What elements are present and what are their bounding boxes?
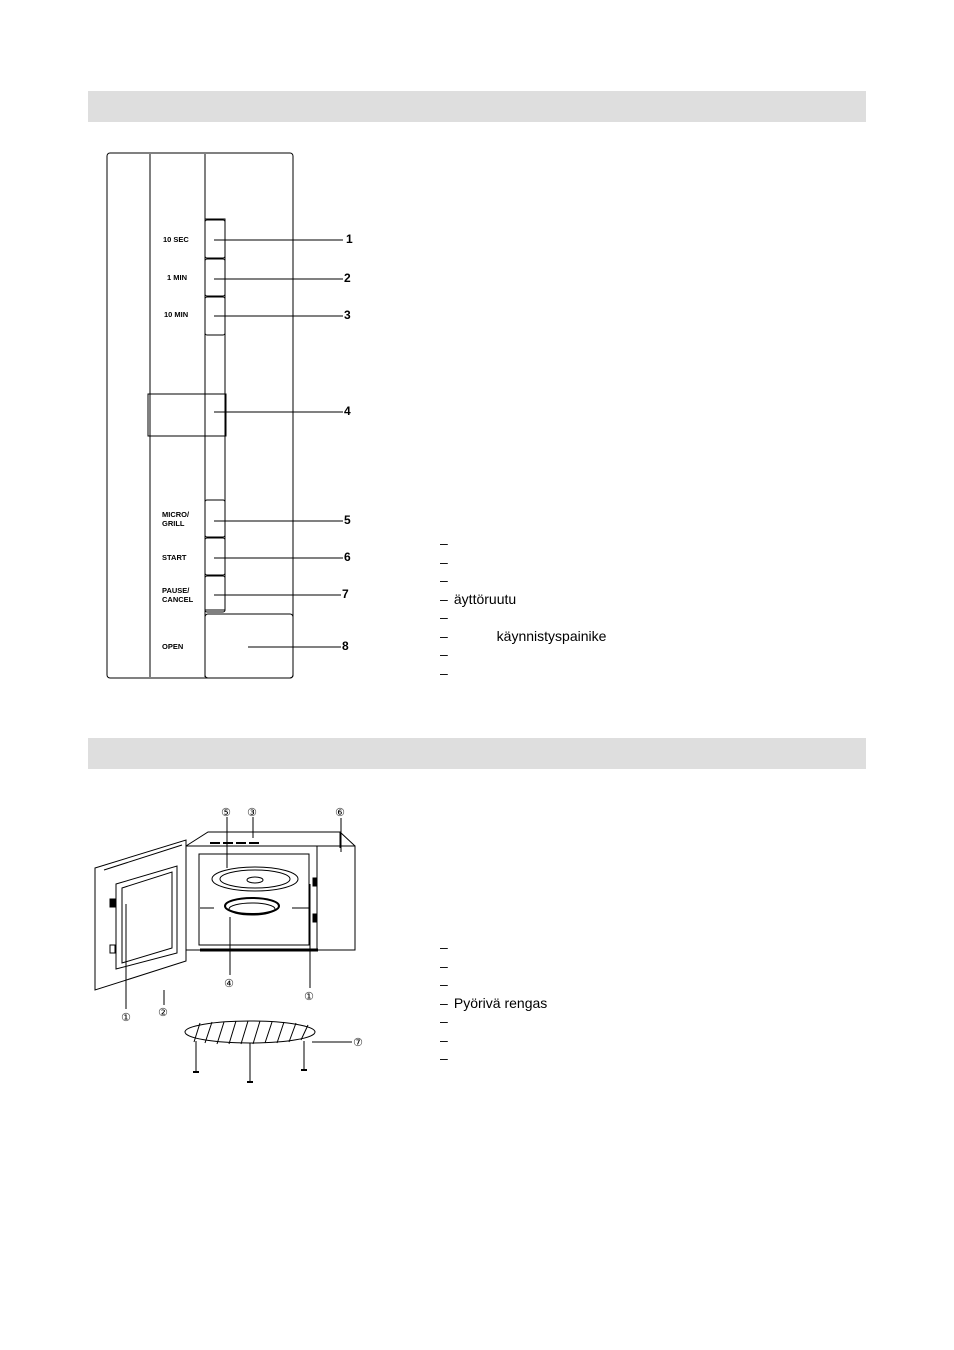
marker-1-right: ① [304, 990, 314, 1003]
control-panel-diagram [107, 153, 343, 678]
legend-item-4: – äyttöruutu [440, 590, 517, 607]
label-open: OPEN [162, 642, 184, 651]
door-latch-bottom [110, 945, 115, 953]
legend-item-6: – käynnistyspainike [440, 627, 607, 644]
marker-3: ③ [247, 806, 257, 819]
glass-plate-outer [212, 867, 298, 891]
label-cancel: CANCEL [162, 595, 194, 604]
callout-5: 5 [344, 513, 351, 527]
marker-7: ⑦ [353, 1036, 363, 1049]
button-open[interactable] [205, 614, 293, 678]
oven-control-side [317, 846, 355, 950]
label-start: START [162, 553, 187, 562]
parts-item-6: – [440, 1031, 448, 1048]
button-1-min[interactable] [205, 259, 225, 296]
panel-callout-numbers [342, 232, 353, 653]
button-10-sec[interactable] [205, 220, 225, 258]
control-panel-legend [440, 534, 606, 682]
latch-receptacle-top [313, 878, 317, 886]
marker-6: ⑥ [335, 806, 345, 819]
button-start[interactable] [205, 538, 225, 575]
marker-4: ④ [224, 977, 234, 990]
oven-top-right-edge [340, 832, 355, 846]
label-grill: GRILL [162, 519, 185, 528]
oven-door-window-inner [122, 872, 172, 963]
legend-item-3: – [440, 572, 448, 588]
legend-item-2: – [440, 553, 448, 570]
callout-3: 3 [344, 308, 351, 322]
callout-7: 7 [342, 587, 349, 601]
button-pause-cancel[interactable] [205, 576, 225, 612]
label-pause: PAUSE/ [162, 586, 190, 595]
button-column [205, 219, 225, 610]
legend-item-8: – [440, 664, 448, 681]
parts-item-1: – [440, 939, 448, 955]
oven-door-window-outer [116, 866, 177, 969]
callout-2: 2 [344, 271, 351, 285]
callout-1: 1 [346, 232, 353, 246]
label-10-min: 10 MIN [164, 310, 189, 319]
oven-cavity [199, 854, 309, 945]
callout-4: 4 [344, 404, 351, 418]
parts-item-5: – [440, 1013, 448, 1029]
marker-2: ② [158, 1006, 168, 1019]
marker-1-left: ① [121, 1011, 131, 1024]
parts-item-3: – [440, 976, 448, 992]
oven-door-top-edge [104, 845, 182, 870]
parts-item-4: – Pyörivä rengas [440, 994, 548, 1011]
marker-5: ⑤ [221, 806, 231, 819]
parts-item-7: – [440, 1050, 448, 1066]
callout-8: 8 [342, 639, 349, 653]
label-micro: MICRO/ [162, 510, 190, 519]
oven-diagram [95, 817, 355, 1082]
glass-plate-inner [220, 870, 290, 888]
label-1-min: 1 MIN [167, 273, 188, 282]
oven-parts-legend [440, 938, 547, 1068]
display-window [148, 394, 226, 436]
panel-button-labels [162, 235, 194, 651]
parts-item-2: – [440, 957, 448, 974]
callout-6: 6 [344, 550, 351, 564]
button-micro-grill[interactable] [205, 500, 225, 537]
panel-outline [107, 153, 293, 678]
legend-item-5: – [440, 609, 448, 625]
label-10-sec: 10 SEC [163, 235, 189, 244]
glass-plate-hub [247, 877, 263, 883]
door-latch-top [110, 899, 115, 907]
latch-receptacle-bottom [313, 914, 317, 922]
legend-item-7: – [440, 646, 448, 662]
legend-item-1: – [440, 535, 448, 551]
